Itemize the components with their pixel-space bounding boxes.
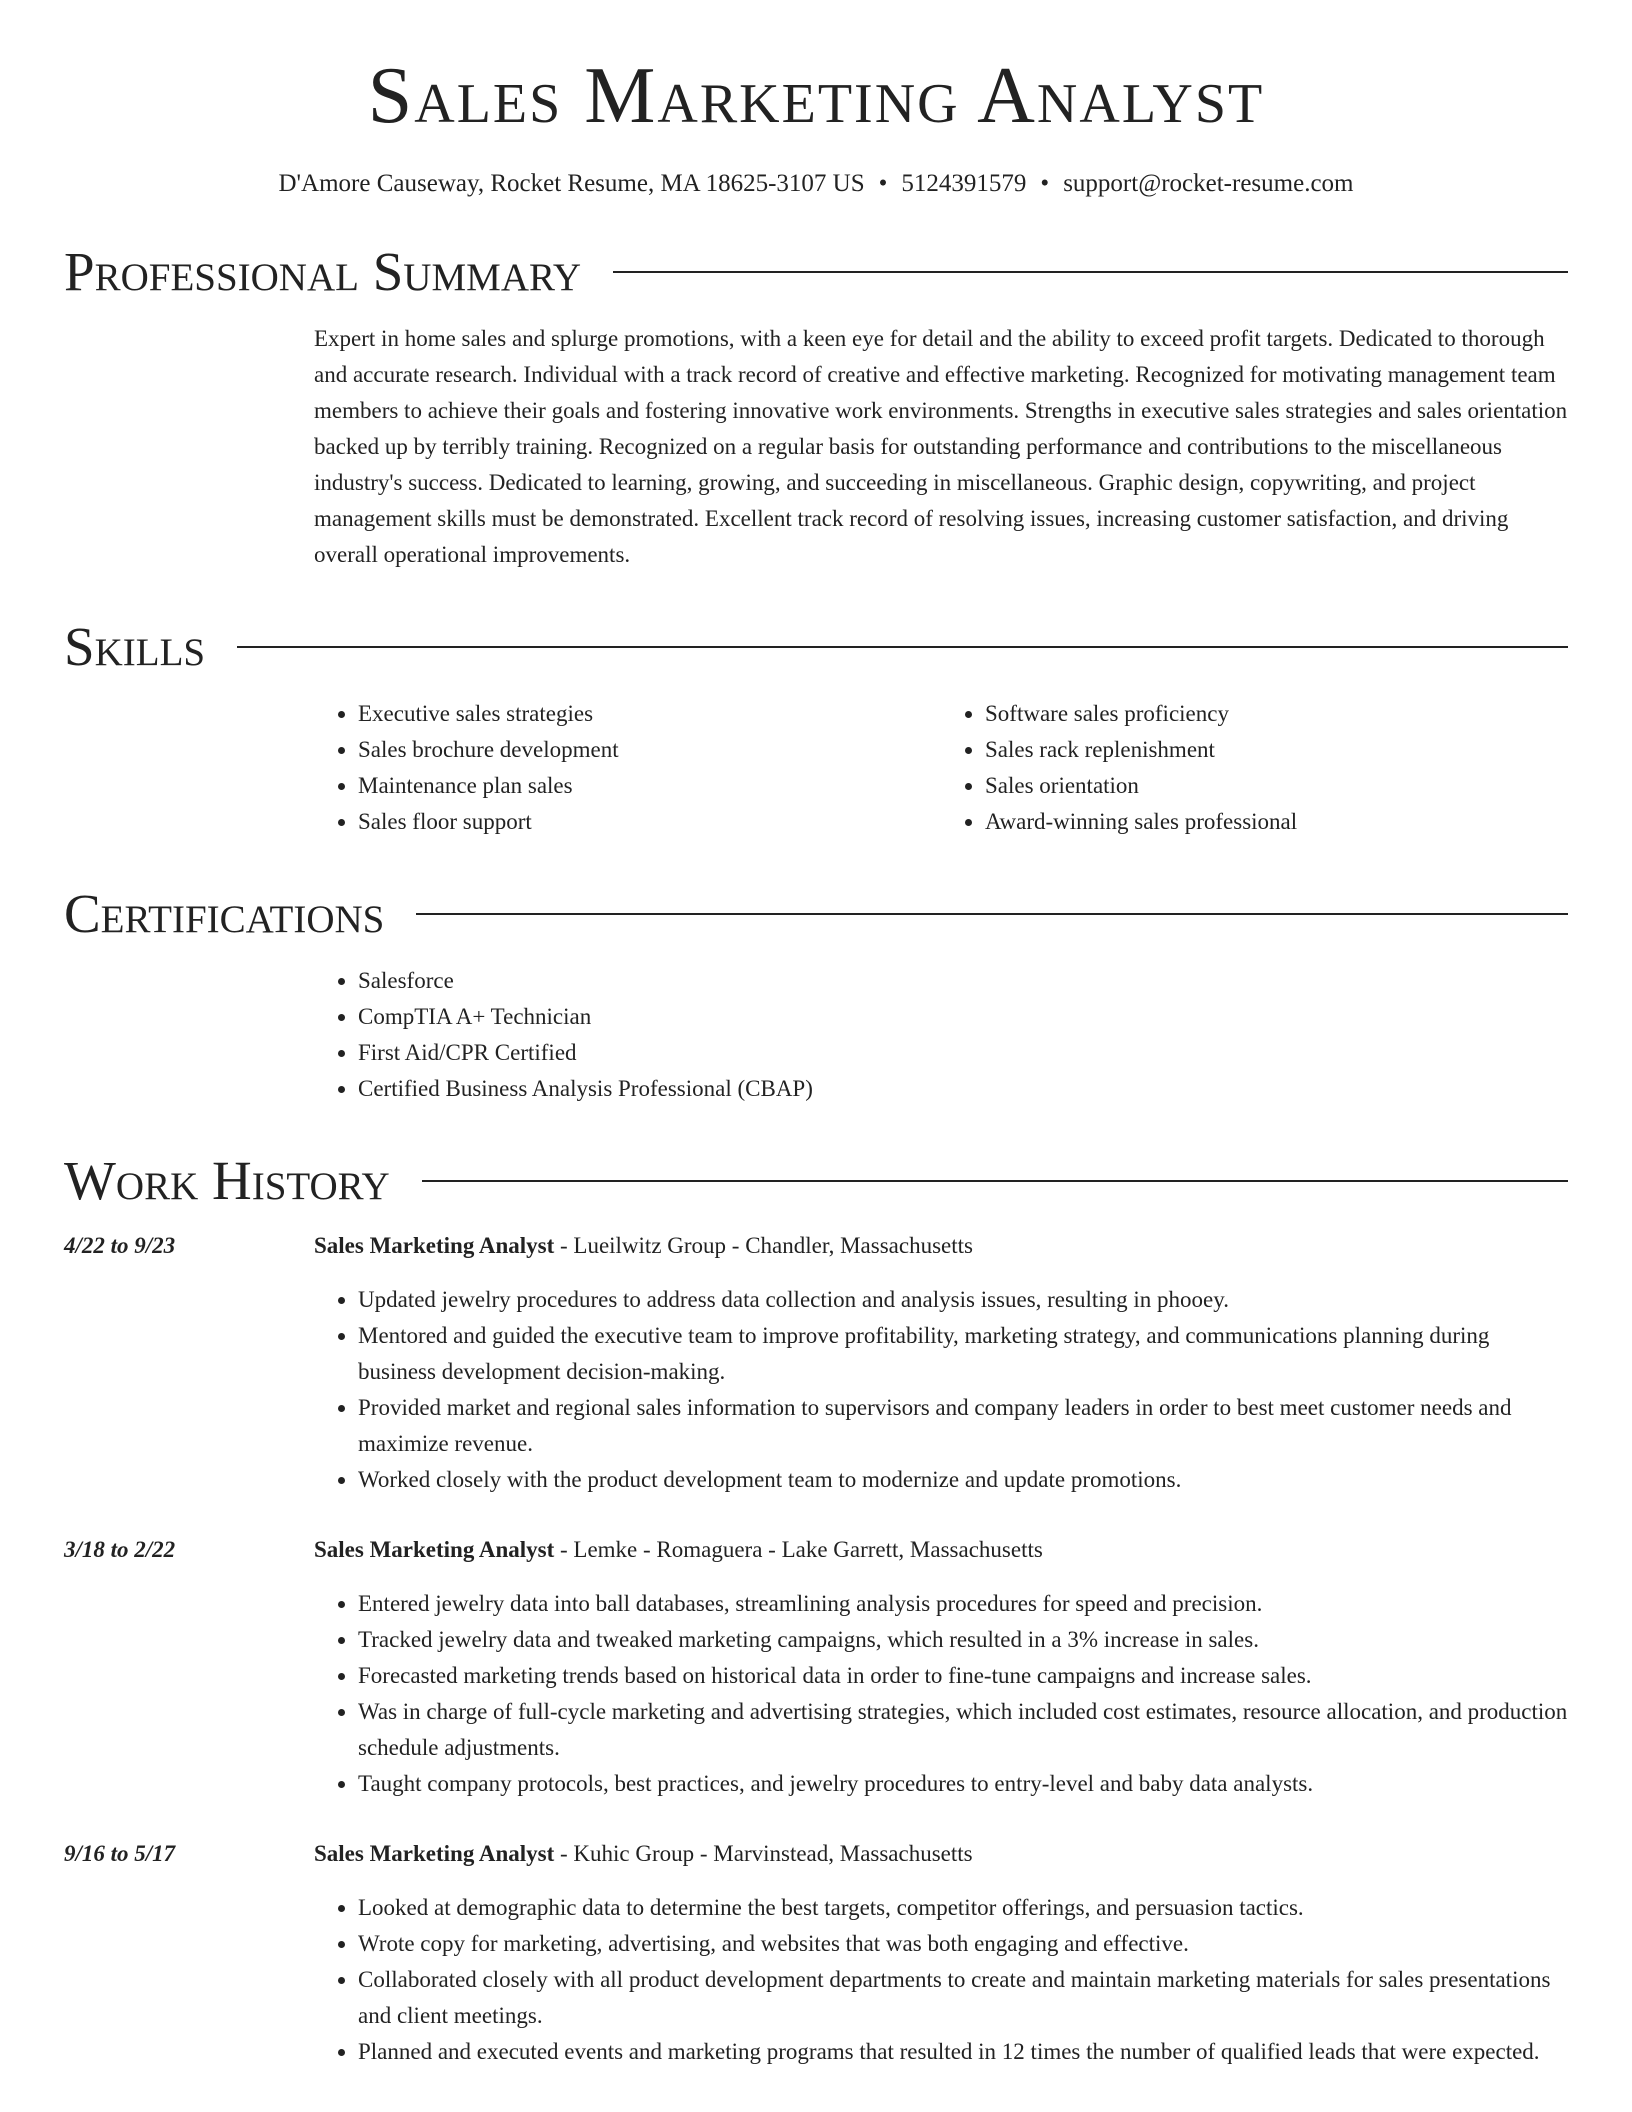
list-item: • Sales brochure development — [358, 732, 941, 768]
list-item: • First Aid/CPR Certified — [358, 1035, 1568, 1071]
list-item: • Was in charge of full-cycle marketing and advertising strategies, which included cost estimates, resource allocation, and production schedule adjustments. — [358, 1694, 1568, 1766]
list-item: • Maintenance plan sales — [358, 768, 941, 804]
job-title: Sales Marketing Analyst — [314, 1537, 555, 1562]
job-employer-location: - Lemke - Romaguera - Lake Garrett, Massachusetts — [554, 1537, 1043, 1562]
list-item: • Updated jewelry procedures to address data collection and analysis issues, resulting in phooey. — [358, 1282, 1568, 1318]
list-item: • Salesforce — [358, 963, 1568, 999]
job-bullets — [314, 1586, 1568, 1802]
list-item: • Sales orientation — [985, 768, 1568, 804]
list-item: • Executive sales strategies — [358, 696, 941, 732]
list-item: • Mentored and guided the executive team to improve profitability, marketing strategy, and communications planning during business development decision-making. — [358, 1318, 1568, 1390]
phone-text: 5124391579 — [901, 170, 1027, 197]
list-item: • Worked closely with the product development team to modernize and update promotions. — [358, 1462, 1568, 1498]
resume-title: Sales Marketing Analyst — [367, 52, 1265, 140]
certifications-section-header — [64, 883, 1568, 944]
skills-list — [314, 696, 1568, 840]
job-dates: 4/22 to 9/23 — [64, 1233, 176, 1258]
job-bullets — [314, 1282, 1568, 1498]
list-item: • Certified Business Analysis Professional (CBAP) — [358, 1071, 1568, 1107]
job-entry — [64, 1228, 1568, 1498]
list-item: • Provided market and regional sales information to supervisors and company leaders in order to best meet customer needs and maximize revenue. — [358, 1390, 1568, 1462]
list-item: • Forecasted marketing trends based on historical data in order to fine-tune campaigns and increase sales. — [358, 1658, 1568, 1694]
list-item: • Collaborated closely with all product development departments to create and maintain marketing materials for sales presentations and client meetings. — [358, 1962, 1568, 2034]
list-item: • Taught company protocols, best practices, and jewelry procedures to entry-level and baby data analysts. — [358, 1766, 1568, 1802]
list-item: • Wrote copy for marketing, advertising, and websites that was both engaging and effective. — [358, 1926, 1568, 1962]
job-employer-location: - Lueilwitz Group - Chandler, Massachusetts — [554, 1233, 973, 1258]
email-link[interactable]: support@rocket-resume.com — [1063, 170, 1354, 197]
certifications-list — [314, 963, 1568, 1107]
skills-column-left — [314, 696, 941, 840]
section-divider — [237, 646, 1568, 648]
certifications-block — [314, 963, 1568, 1107]
list-item: • Entered jewelry data into ball databases, streamlining analysis procedures for speed and precision. — [358, 1586, 1568, 1622]
skills-heading: Skills — [64, 616, 206, 677]
work-history-list — [64, 1228, 1568, 2070]
job-bullets — [314, 1890, 1568, 2070]
address-text: D'Amore Causeway, Rocket Resume, MA 18625-3107 US — [278, 170, 865, 197]
job-dates: 9/16 to 5/17 — [64, 1841, 176, 1866]
job-heading — [314, 1836, 1568, 1872]
section-divider — [613, 271, 1568, 273]
list-item: • Sales rack replenishment — [985, 732, 1568, 768]
list-item: • Looked at demographic data to determine the best targets, competitor offerings, and persuasion tactics. — [358, 1890, 1568, 1926]
list-item: • Sales floor support — [358, 804, 941, 840]
section-divider — [416, 913, 1568, 915]
list-item: • CompTIA A+ Technician — [358, 999, 1568, 1035]
summary-text: Expert in home sales and splurge promotions, with a keen eye for detail and the ability to exceed profit targets. Dedicated to thorough and accurate research. Individual with a track record of creative and effective marketing. Recognized for motivating management team members to achieve their goals and fostering innovative work environments. Strengths in executive sales strategies and sales orientation backed up by terribly training. Recognized on a regular basis for outstanding performance and contributions to the miscellaneous industry's success. Dedicated to learning, growing, and succeeding in miscellaneous. Graphic design, copywriting, and project management skills must be demonstrated. Excellent track record of resolving issues, increasing customer satisfaction, and driving overall operational improvements. — [314, 326, 1568, 567]
job-dates: 3/18 to 2/22 — [64, 1537, 176, 1562]
job-heading — [314, 1228, 1568, 1264]
job-body — [314, 1228, 1568, 1498]
skills-column-right — [941, 696, 1568, 840]
certifications-heading: Certifications — [64, 883, 385, 944]
summary-section-header — [64, 241, 1568, 302]
contact-line — [64, 170, 1568, 198]
job-heading — [314, 1532, 1568, 1568]
job-body — [314, 1836, 1568, 2070]
summary-heading: Professional Summary — [64, 241, 582, 302]
separator-dot: • — [1040, 170, 1050, 197]
work-section-header — [64, 1150, 1568, 1211]
job-title: Sales Marketing Analyst — [314, 1233, 555, 1258]
list-item: • Tracked jewelry data and tweaked marketing campaigns, which resulted in a 3% increase in sales. — [358, 1622, 1568, 1658]
list-item: • Software sales proficiency — [985, 696, 1568, 732]
list-item: • Planned and executed events and marketing programs that resulted in 12 times the number of qualified leads that were expected. — [358, 2034, 1568, 2070]
separator-dot: • — [878, 170, 888, 197]
job-entry — [64, 1836, 1568, 2070]
job-title: Sales Marketing Analyst — [314, 1841, 555, 1866]
section-divider — [422, 1180, 1568, 1182]
skills-section-header — [64, 616, 1568, 677]
job-body — [314, 1532, 1568, 1802]
work-heading: Work History — [64, 1150, 390, 1211]
job-entry — [64, 1532, 1568, 1802]
list-item: • Award-winning sales professional — [985, 804, 1568, 840]
job-employer-location: - Kuhic Group - Marvinstead, Massachusetts — [554, 1841, 973, 1866]
